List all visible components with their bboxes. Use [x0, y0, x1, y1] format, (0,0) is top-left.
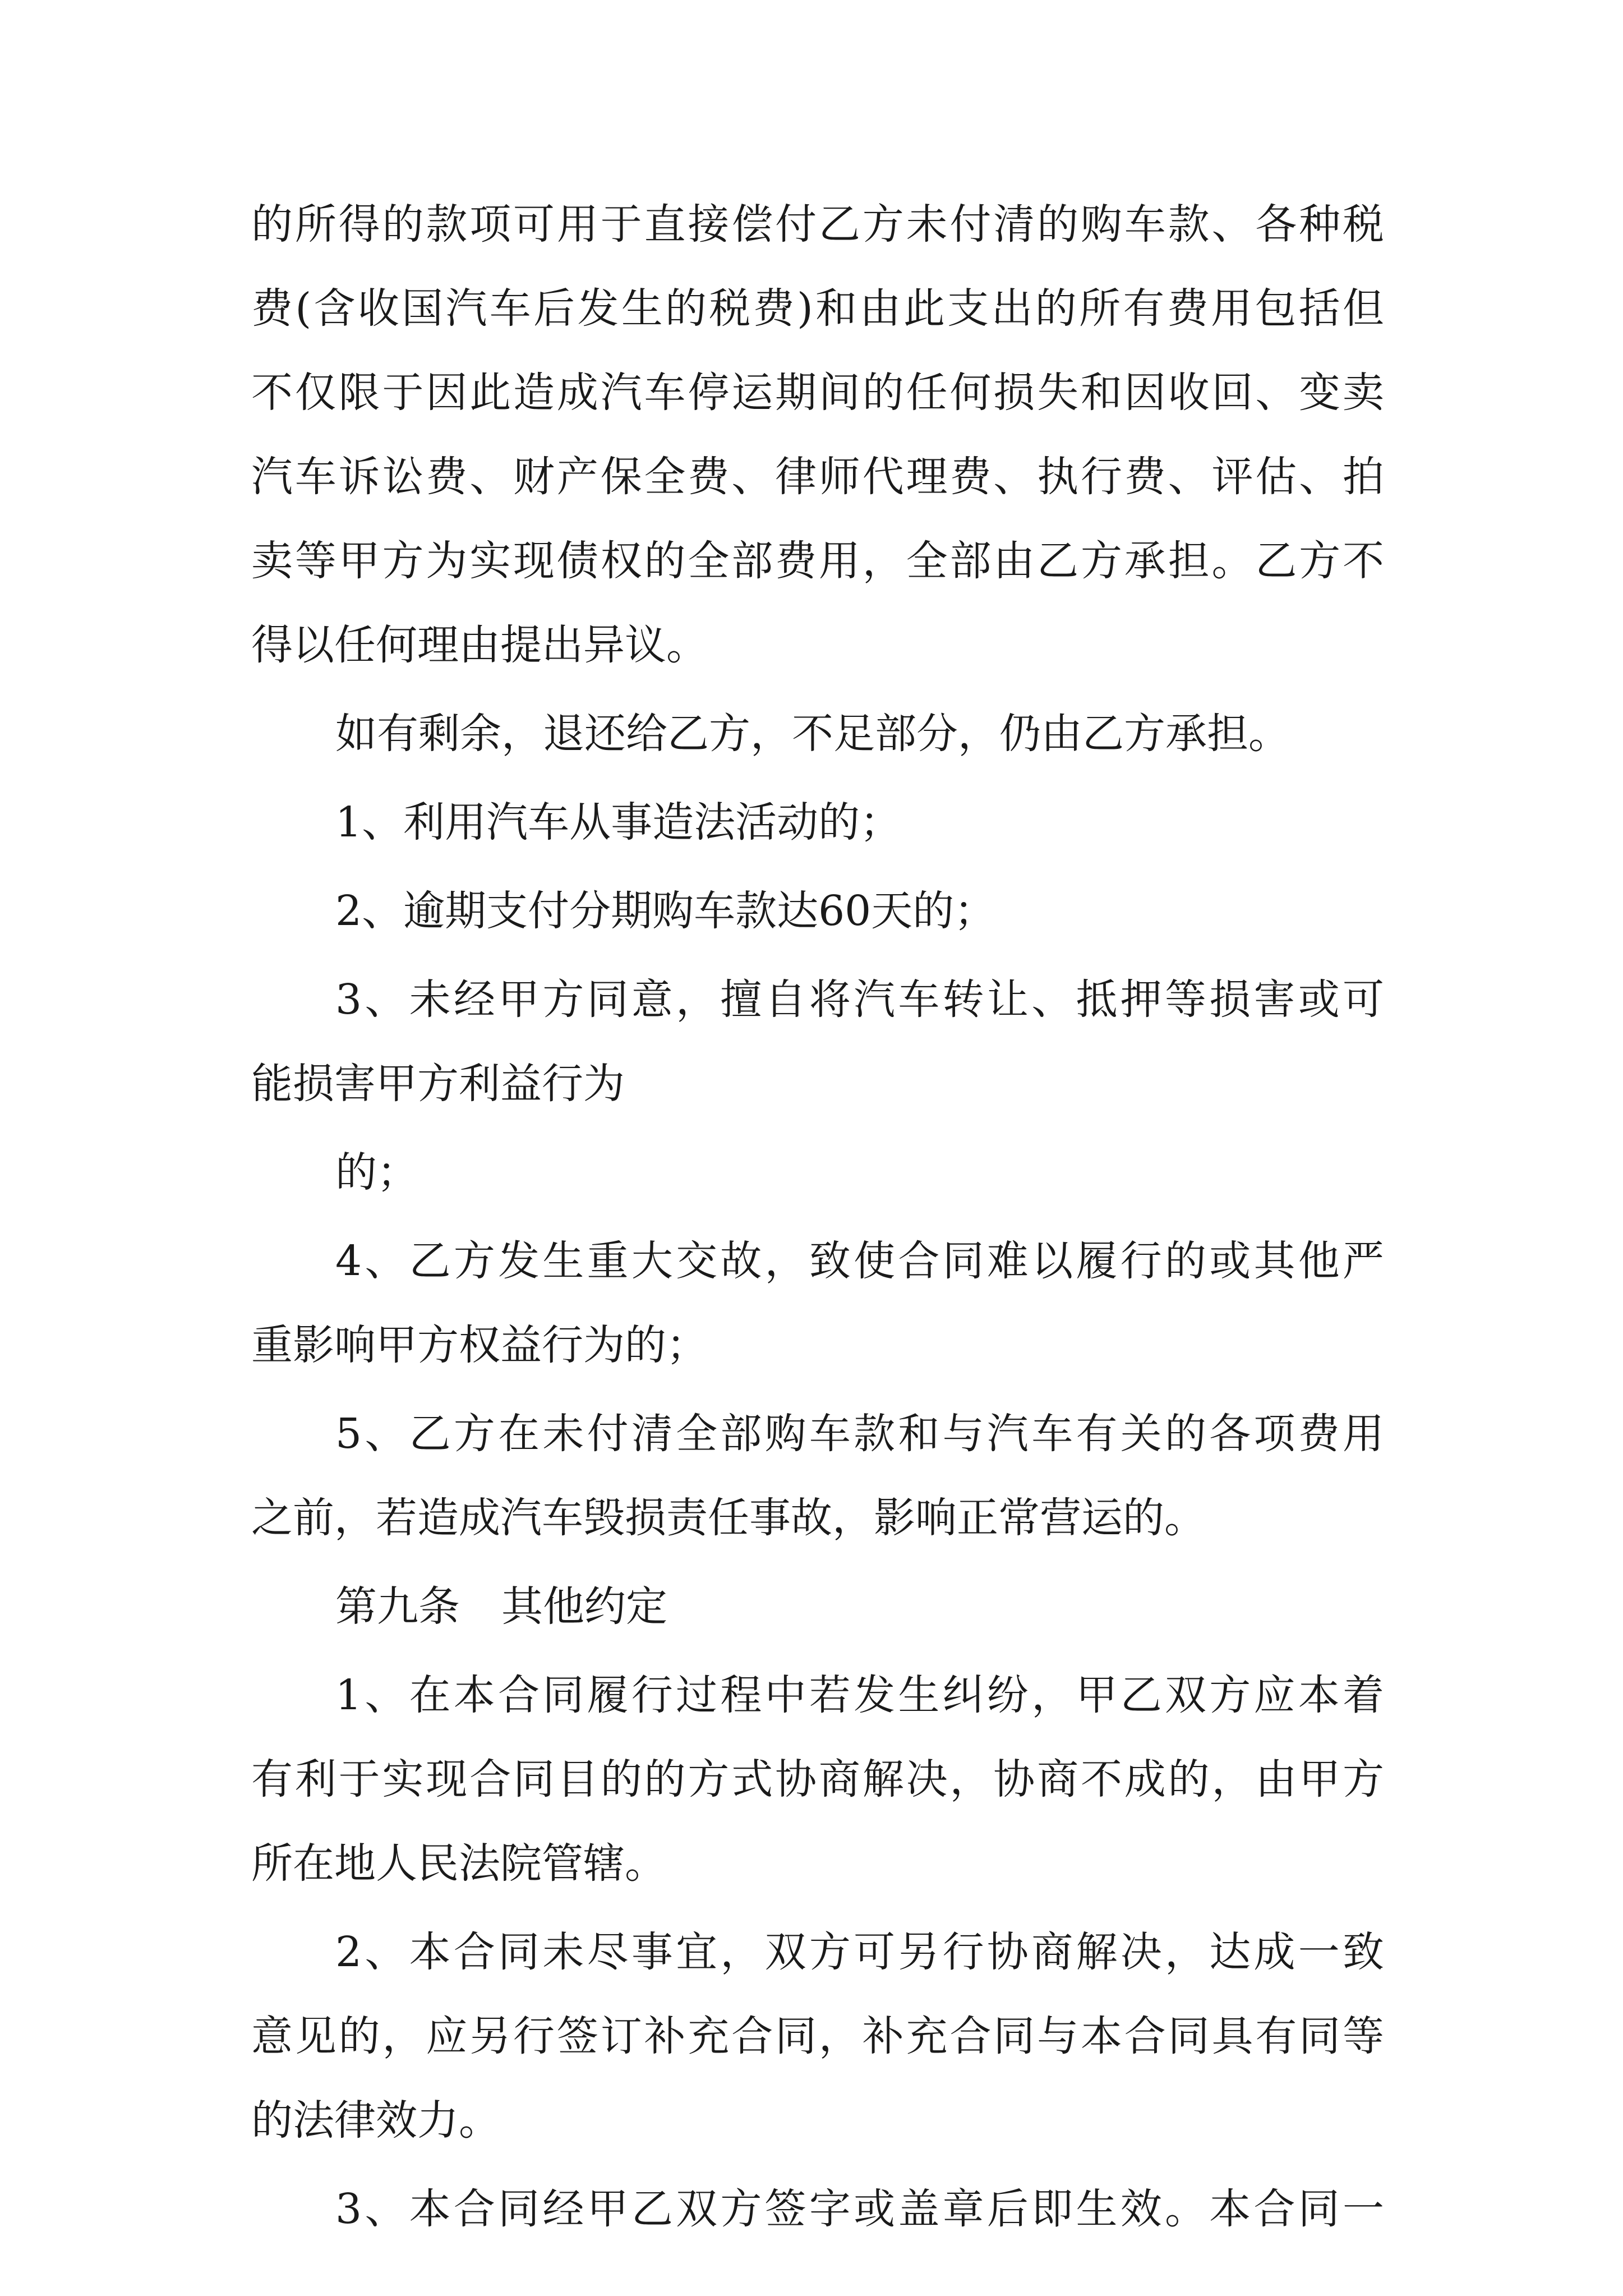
text-line: 费(含收国汽车后发生的税费)和由此支出的所有费用包括但	[251, 284, 1384, 333]
text-line: 汽车诉讼费、财产保全费、律师代理费、执行费、评估、拍	[251, 453, 1384, 501]
text-line: 重影响甲方权益行为的；	[251, 1321, 708, 1369]
text-line: 4、乙方发生重大交故，致使合同难以履行的或其他严	[335, 1237, 1384, 1285]
text-line: 有利于实现合同目的的方式协商解决，协商不成的，由甲方	[251, 1755, 1384, 1803]
text-line: 的法律效力。	[251, 2096, 500, 2145]
text-line: 的；	[335, 1148, 418, 1197]
section-heading: 第九条 其他约定	[335, 1582, 667, 1631]
text-line: 所在地人民法院管辖。	[251, 1839, 666, 1888]
text-line: 5、乙方在未付清全部购车款和与汽车有关的各项费用	[335, 1410, 1384, 1458]
text-line: 3、未经甲方同意，擅自将汽车转让、抵押等损害或可	[335, 976, 1384, 1024]
text-line: 卖等甲方为实现债权的全部费用，全部由乙方承担。乙方不	[251, 537, 1384, 585]
text-line: 能损害甲方利益行为	[251, 1060, 625, 1108]
text-line: 如有剩余，退还给乙方，不足部分，仍由乙方承担。	[335, 710, 1290, 758]
text-line: 得以任何理由提出异议。	[251, 621, 708, 669]
text-line: 不仅限于因此造成汽车停运期间的任何损失和因收回、变卖	[251, 369, 1384, 417]
text-line: 的所得的款项可用于直接偿付乙方未付清的购车款、各种税	[251, 200, 1384, 249]
text-line: 2、逾期支付分期购车款达60天的；	[335, 887, 996, 935]
text-line: 2、本合同未尽事宜，双方可另行协商解决，达成一致	[335, 1928, 1384, 1976]
text-line: 1、在本合同履行过程中若发生纠纷，甲乙双方应本着	[335, 1671, 1384, 1719]
text-line: 意见的，应另行签订补充合同，补充合同与本合同具有同等	[251, 2012, 1384, 2060]
text-line: 3、本合同经甲乙双方签字或盖章后即生效。本合同一	[335, 2185, 1384, 2233]
text-line: 之前，若造成汽车毁损责任事故，影响正常营运的。	[251, 1494, 1206, 1542]
text-line: 1、利用汽车从事造法活动的；	[335, 798, 902, 846]
